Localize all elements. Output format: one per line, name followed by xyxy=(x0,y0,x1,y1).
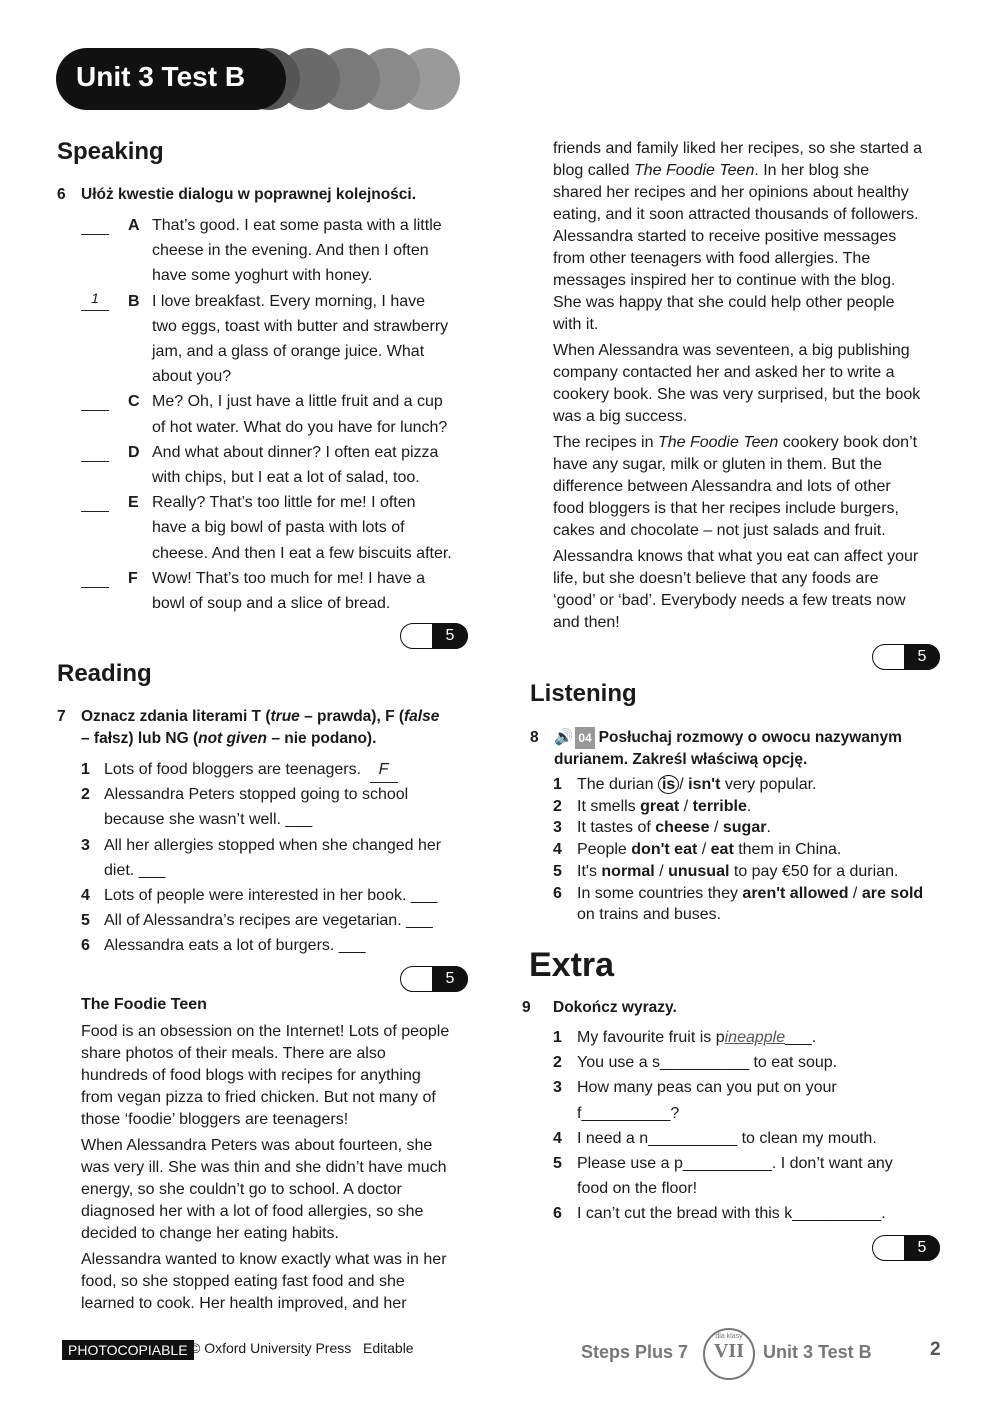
item-number: 2 xyxy=(553,797,562,815)
story-line: decided to change her eating habits. xyxy=(81,1225,339,1242)
dialog-line: have a big bowl of pasta with lots of xyxy=(152,519,405,537)
option-a[interactable]: don't eat xyxy=(631,841,698,859)
story-line: difference between Alessandra and lots of other xyxy=(553,478,891,495)
story-line: When Alessandra Peters was about fourteen, she xyxy=(81,1137,433,1154)
reading-heading: Reading xyxy=(57,660,152,687)
answer-blank[interactable] xyxy=(81,390,109,411)
dialog-line: of hot water. What do you have for lunch? xyxy=(152,418,448,436)
item-text: All her allergies stopped when she changed her xyxy=(104,836,442,854)
story-line: When Alessandra was seventeen, a big publishing xyxy=(553,342,910,359)
answer-blank[interactable] xyxy=(81,567,109,588)
item-text: because she wasn’t well. ___ xyxy=(104,811,313,829)
story-line: was a big success. xyxy=(553,408,688,425)
copyright: © Oxford University Press xyxy=(190,1340,352,1356)
item-number: 3 xyxy=(553,819,562,837)
story-line: cookery book. She was very surprised, but the book xyxy=(553,386,921,403)
option-b[interactable]: eat xyxy=(710,841,734,859)
answer-blank[interactable] xyxy=(81,441,109,462)
item-number: 3 xyxy=(553,1079,562,1097)
story-line: friends and family liked her recipes, so she started a xyxy=(553,140,923,157)
story-line: ‘good’ or ‘bad’. Everybody needs a few treats now xyxy=(553,592,906,609)
item-text: All of Alessandra’s recipes are vegetarian. ___ xyxy=(104,912,433,930)
item-text: Alessandra Peters stopped going to school xyxy=(104,786,409,804)
item-number: 2 xyxy=(81,786,90,804)
editable-label: Editable xyxy=(363,1340,414,1356)
dialog-line: have some yoghurt with honey. xyxy=(152,267,373,285)
dialog-line: jam, and a glass of orange juice. What xyxy=(152,343,425,360)
option-b[interactable]: terrible xyxy=(692,797,747,815)
dialog-line: That’s good. I eat some pasta with a little xyxy=(152,217,442,234)
item-number: 1 xyxy=(553,776,562,793)
item-number: 4 xyxy=(553,841,562,859)
story-line: life, but she doesn’t believe that any foods are xyxy=(553,570,879,587)
item-text: diet. ___ xyxy=(104,861,166,879)
item-text: Please use a p__________. I don’t want any xyxy=(577,1155,893,1172)
story-line: those ‘foodie’ bloggers are teenagers! xyxy=(81,1111,349,1128)
story-line: messages inspired her to continue with the blog. xyxy=(553,272,896,289)
option-a[interactable]: is xyxy=(658,775,679,794)
item-number: 6 xyxy=(553,1205,562,1223)
item-number: 5 xyxy=(553,862,562,880)
option-b[interactable]: unusual xyxy=(668,862,730,880)
item-text: It tastes of cheese / sugar. xyxy=(577,819,771,837)
dialog-letter: F xyxy=(128,569,138,587)
listening-heading: Listening xyxy=(530,680,637,707)
answer-blank[interactable] xyxy=(81,491,109,512)
item-text: People don't eat / eat them in China. xyxy=(577,841,842,859)
story-line: eating, and it soon attracted thousands of followers. xyxy=(553,206,919,223)
dialog-line: Me? Oh, I just have a little fruit and a cup xyxy=(152,393,443,411)
story-line: with it. xyxy=(553,316,599,333)
dialog-letter: E xyxy=(128,494,139,512)
item-text: The durian is / isn't very popular. xyxy=(577,776,817,793)
answer-blank[interactable] xyxy=(81,214,109,235)
story-line: She was happy that she could help other people xyxy=(553,294,895,311)
option-b[interactable]: isn't xyxy=(688,776,721,793)
item-text: I can’t cut the bread with this k__________. xyxy=(577,1205,886,1223)
audio-track-badge[interactable]: 04 xyxy=(575,727,594,749)
story-line: Alessandra wanted to know exactly what was in her xyxy=(81,1251,447,1268)
story-line: was very ill. She was thin and she didn’t have much xyxy=(81,1159,447,1176)
item-number: 1 xyxy=(553,1029,562,1046)
item-text: You use a s__________ to eat soup. xyxy=(577,1054,838,1072)
item-number: 4 xyxy=(553,1129,562,1147)
item-text: Alessandra eats a lot of burgers. ___ xyxy=(104,937,366,955)
story-right-column xyxy=(553,138,953,634)
story-line: share photos of their meals. There are also xyxy=(81,1045,386,1062)
story-line: Alessandra knows that what you eat can affect your xyxy=(553,548,919,565)
item-number: 4 xyxy=(81,887,90,904)
option-a[interactable]: great xyxy=(640,797,680,815)
footer-unit: Unit 3 Test B xyxy=(763,1342,872,1362)
item-text: It smells great / terrible. xyxy=(577,797,752,815)
item-text: f__________? xyxy=(577,1104,680,1122)
story-line: have any sugar, milk or gluten in them. But the xyxy=(553,456,883,473)
story-title: The Foodie Teen xyxy=(81,996,207,1013)
story-line: blog called The Foodie Teen. In her blog she xyxy=(553,162,870,179)
item-number: 6 xyxy=(81,937,90,955)
course-name: Steps Plus 7 xyxy=(581,1342,689,1362)
story-line: from vegan pizza to fried chicken. But not many of xyxy=(81,1089,436,1106)
story-line: Alessandra started to receive positive messages xyxy=(553,228,897,245)
item-number: 3 xyxy=(81,836,90,854)
score-box: 5 xyxy=(872,1235,940,1261)
score-box: 5 xyxy=(400,623,468,649)
story-line: The recipes in The Foodie Teen cookery book don’t xyxy=(553,434,918,451)
item-text: My favourite fruit is pineapple___. xyxy=(577,1029,817,1046)
photocopiable-label: PHOTOCOPIABLE xyxy=(62,1340,194,1360)
dialog-line: And what about dinner? I often eat pizza xyxy=(152,443,439,461)
story-line: shared her recipes and her opinions about healthy xyxy=(553,184,909,201)
dialog-line: Wow! That’s too much for me! I have a xyxy=(152,569,426,587)
dialog-line: Really? That’s too little for me! I often xyxy=(152,494,416,512)
page-number: 2 xyxy=(930,1339,941,1360)
story-line: learned to cook. Her health improved, and her xyxy=(81,1295,407,1312)
item-number: 1 xyxy=(81,761,90,778)
option-a[interactable]: normal xyxy=(601,862,655,880)
option-b[interactable]: sugar xyxy=(722,819,767,837)
answer[interactable]: ineapple xyxy=(724,1029,786,1046)
dialog-letter: A xyxy=(128,217,140,234)
speaking-heading: Speaking xyxy=(57,138,164,165)
speaker-icon[interactable]: 🔊 xyxy=(554,729,574,746)
item-text: food on the floor! xyxy=(577,1180,698,1198)
story-line: cakes and chocolate – not just salads and fruit. xyxy=(553,522,886,539)
dialog-line: with chips, but I eat a lot of salad, too. xyxy=(152,469,420,486)
story-line: food bloggers is that her recipes include burgers, xyxy=(553,500,899,517)
story-line: company contacted her and asked her to write a xyxy=(553,364,895,381)
class-badge: dla klasy VII xyxy=(703,1328,755,1380)
story-line: energy, so she couldn’t go to school. A doctor xyxy=(81,1181,402,1198)
item-text: It's normal / unusual to pay €50 for a durian. xyxy=(577,862,899,880)
item-text: Lots of food bloggers are teenagers. F xyxy=(104,757,398,783)
story-line: and then! xyxy=(553,614,620,631)
page-title: Unit 3 Test B xyxy=(76,61,246,92)
answer-blank[interactable]: F xyxy=(370,757,398,783)
answer-blank[interactable]: 1 xyxy=(81,290,109,311)
story-line: from other teenagers with food allergies. The xyxy=(553,250,871,267)
story-left-column xyxy=(81,1021,481,1315)
unit-banner xyxy=(56,48,460,110)
item-text: I need a n__________ to clean my mouth. xyxy=(577,1129,877,1147)
item-number: 6 xyxy=(553,884,562,902)
story-line: diagnosed her with a lot of food allergies, so she xyxy=(81,1203,424,1220)
extra-heading: Extra xyxy=(529,946,615,984)
option-b[interactable]: are sold xyxy=(861,884,924,902)
dialog-letter: D xyxy=(128,443,140,461)
dialog-line: bowl of soup and a slice of bread. xyxy=(152,595,391,612)
dialog-line: I love breakfast. Every morning, I have xyxy=(152,292,426,310)
item-text: on trains and buses. xyxy=(577,906,722,924)
dialog-letter: B xyxy=(128,292,140,310)
story-line: food, so she stopped eating fast food and she xyxy=(81,1273,405,1290)
dialog-line: two eggs, toast with butter and strawberry xyxy=(152,317,449,335)
dialog-letter: C xyxy=(128,393,140,411)
dialog-line: about you? xyxy=(152,368,232,386)
item-text: How many peas can you put on your xyxy=(577,1079,837,1097)
option-a[interactable]: cheese xyxy=(655,819,710,837)
item-number: 5 xyxy=(553,1155,562,1172)
story-line: hundreds of food blogs with recipes for anything xyxy=(81,1067,421,1084)
item-text: Lots of people were interested in her book. ___ xyxy=(104,887,438,904)
score-box: 5 xyxy=(872,644,940,670)
option-a[interactable]: aren't allowed xyxy=(742,884,849,902)
dialog-line: cheese. And then I eat a few biscuits after. xyxy=(152,544,452,562)
item-text: In some countries they aren't allowed / are sold xyxy=(577,884,924,902)
item-number: 5 xyxy=(81,912,90,930)
story-line: Food is an obsession on the Internet! Lots of people xyxy=(81,1023,450,1040)
score-box: 5 xyxy=(400,966,468,992)
dialog-line: cheese in the evening. And then I often xyxy=(152,242,429,260)
item-number: 2 xyxy=(553,1054,562,1072)
